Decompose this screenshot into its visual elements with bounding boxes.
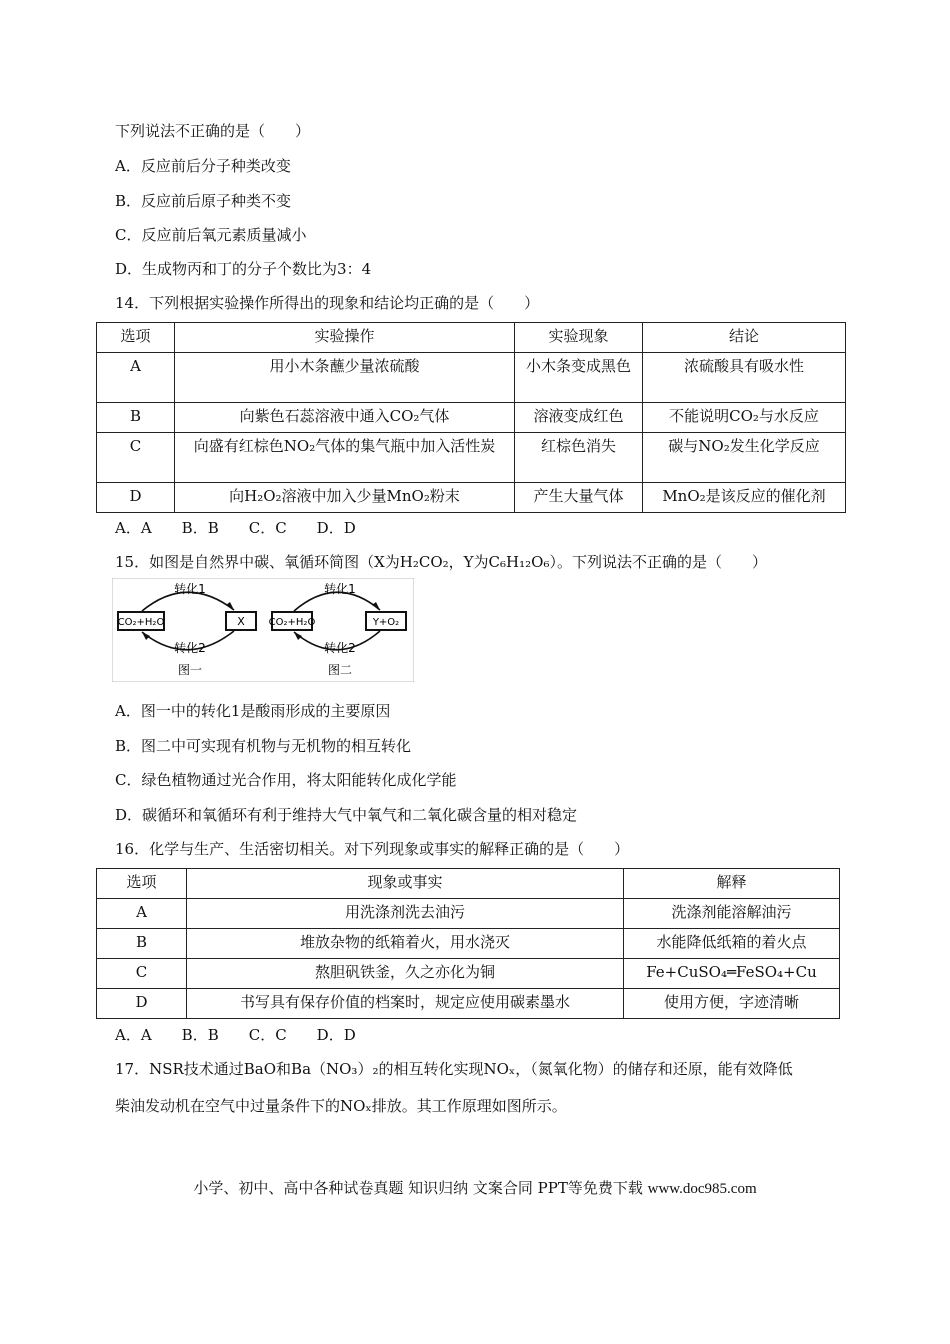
carbon-oxygen-cycle-figure xyxy=(112,578,414,682)
header-cell: 结论 xyxy=(643,323,846,353)
table-cell: 堆放杂物的纸箱着火，用水浇灭 xyxy=(187,929,624,959)
table-cell: C xyxy=(97,433,175,483)
header-cell: 选项 xyxy=(97,323,175,353)
header-cell: 实验操作 xyxy=(175,323,515,353)
table-cell: 红棕色消失 xyxy=(515,433,643,483)
header-cell: 解释 xyxy=(624,869,840,899)
header-cell: 现象或事实 xyxy=(187,869,624,899)
table-row xyxy=(97,403,846,433)
table-header-row xyxy=(97,869,840,899)
table-cell: 不能说明CO₂与水反应 xyxy=(643,403,846,433)
table-cell: 使用方便，字迹清晰 xyxy=(624,989,840,1019)
q15-option-b: B．图二中可实现有机物与无机物的相互转化 xyxy=(115,737,412,755)
q13-stem: 下列说法不正确的是（ ） xyxy=(115,122,311,140)
table-row xyxy=(97,353,846,403)
table-cell: D xyxy=(97,989,187,1019)
q13-option-c: C．反应前后氧元素质量减小 xyxy=(115,226,307,244)
table-row xyxy=(97,433,846,483)
fig1-caption: 图一 xyxy=(177,663,203,677)
table-row xyxy=(97,483,846,513)
fig1-conv1-label: 转化1 xyxy=(174,582,206,596)
q13-option-a: A．反应前后分子种类改变 xyxy=(115,157,291,175)
table-cell: A xyxy=(97,899,187,929)
table-cell: 产生大量气体 xyxy=(515,483,643,513)
header-cell: 选项 xyxy=(97,869,187,899)
q14-stem: 14．下列根据实验操作所得出的现象和结论均正确的是（ ） xyxy=(115,294,540,312)
fig1-right-box-label: X xyxy=(237,615,245,628)
table-row xyxy=(97,959,840,989)
q15-option-c: C．绿色植物通过光合作用，将太阳能转化成化学能 xyxy=(115,771,457,789)
q13-option-b: B．反应前后原子种类不变 xyxy=(115,192,292,210)
table-cell: B xyxy=(97,403,175,433)
table-row xyxy=(97,989,840,1019)
table-header-row xyxy=(97,323,846,353)
q16-stem: 16．化学与生产、生活密切相关。对下列现象或事实的解释正确的是（ ） xyxy=(115,840,630,858)
table-cell: 溶液变成红色 xyxy=(515,403,643,433)
table-cell: 用小木条蘸少量浓硫酸 xyxy=(175,353,515,403)
fig2-conv1-label: 转化1 xyxy=(324,582,356,596)
table-cell: Fe+CuSO₄═FeSO₄+Cu xyxy=(624,959,840,989)
table-row xyxy=(97,929,840,959)
fig2-conv2-label: 转化2 xyxy=(324,641,356,655)
footer-text: 小学、初中、高中各种试卷真题 知识归纳 文案合同 PPT等免费下载 xyxy=(193,1179,643,1197)
table-cell: 浓硫酸具有吸水性 xyxy=(643,353,846,403)
fig1-left-box-label: CO₂+H₂O xyxy=(117,617,165,628)
q17-line-1: 17．NSR技术通过BaO和Ba（NO₃）₂的相互转化实现NOₓ，（氮氧化物）的储存和还原，能有效降低 xyxy=(115,1060,793,1078)
q14-answers: A．A B．B C．C D．D xyxy=(115,519,356,537)
table-cell: 用洗涤剂洗去油污 xyxy=(187,899,624,929)
table-cell: A xyxy=(97,353,175,403)
q15-stem: 15．如图是自然界中碳、氧循环简图（X为H₂CO₂，Y为C₆H₁₂O₆）。下列说法不正确的是（ ） xyxy=(115,553,767,571)
q15-option-a: A．图一中的转化1是酸雨形成的主要原因 xyxy=(115,702,391,720)
table-cell: B xyxy=(97,929,187,959)
table-cell: 向H₂O₂溶液中加入少量MnO₂粉末 xyxy=(175,483,515,513)
table-cell: 向盛有红棕色NO₂气体的集气瓶中加入活性炭 xyxy=(175,433,515,483)
q17-line-2: 柴油发动机在空气中过量条件下的NOₓ排放。其工作原理如图所示。 xyxy=(115,1097,567,1115)
table-row xyxy=(97,899,840,929)
table-cell: 熬胆矾铁釜，久之亦化为铜 xyxy=(187,959,624,989)
q16-answers: A．A B．B C．C D．D xyxy=(115,1026,356,1044)
table-cell: MnO₂是该反应的催化剂 xyxy=(643,483,846,513)
q16-table xyxy=(96,868,840,1019)
header-cell: 实验现象 xyxy=(515,323,643,353)
q14-table xyxy=(96,322,846,513)
fig2-caption: 图二 xyxy=(327,663,353,677)
table-cell: 小木条变成黑色 xyxy=(515,353,643,403)
table-cell: 碳与NO₂发生化学反应 xyxy=(643,433,846,483)
table-cell: 水能降低纸箱的着火点 xyxy=(624,929,840,959)
table-cell: 洗涤剂能溶解油污 xyxy=(624,899,840,929)
footer-link[interactable]: www.doc985.com xyxy=(647,1181,757,1197)
fig2-left-box-label: CO₂+H₂O xyxy=(268,617,316,628)
page-footer xyxy=(0,1177,950,1198)
q13-option-d: D．生成物丙和丁的分子个数比为3：4 xyxy=(115,260,372,278)
table-cell: D xyxy=(97,483,175,513)
table-cell: 书写具有保存价值的档案时，规定应使用碳素墨水 xyxy=(187,989,624,1019)
fig2-right-box-label: Y+O₂ xyxy=(372,617,400,628)
table-cell: 向紫色石蕊溶液中通入CO₂气体 xyxy=(175,403,515,433)
q15-option-d: D．碳循环和氧循环有利于维持大气中氧气和二氧化碳含量的相对稳定 xyxy=(115,806,578,824)
table-cell: C xyxy=(97,959,187,989)
fig1-conv2-label: 转化2 xyxy=(174,641,206,655)
